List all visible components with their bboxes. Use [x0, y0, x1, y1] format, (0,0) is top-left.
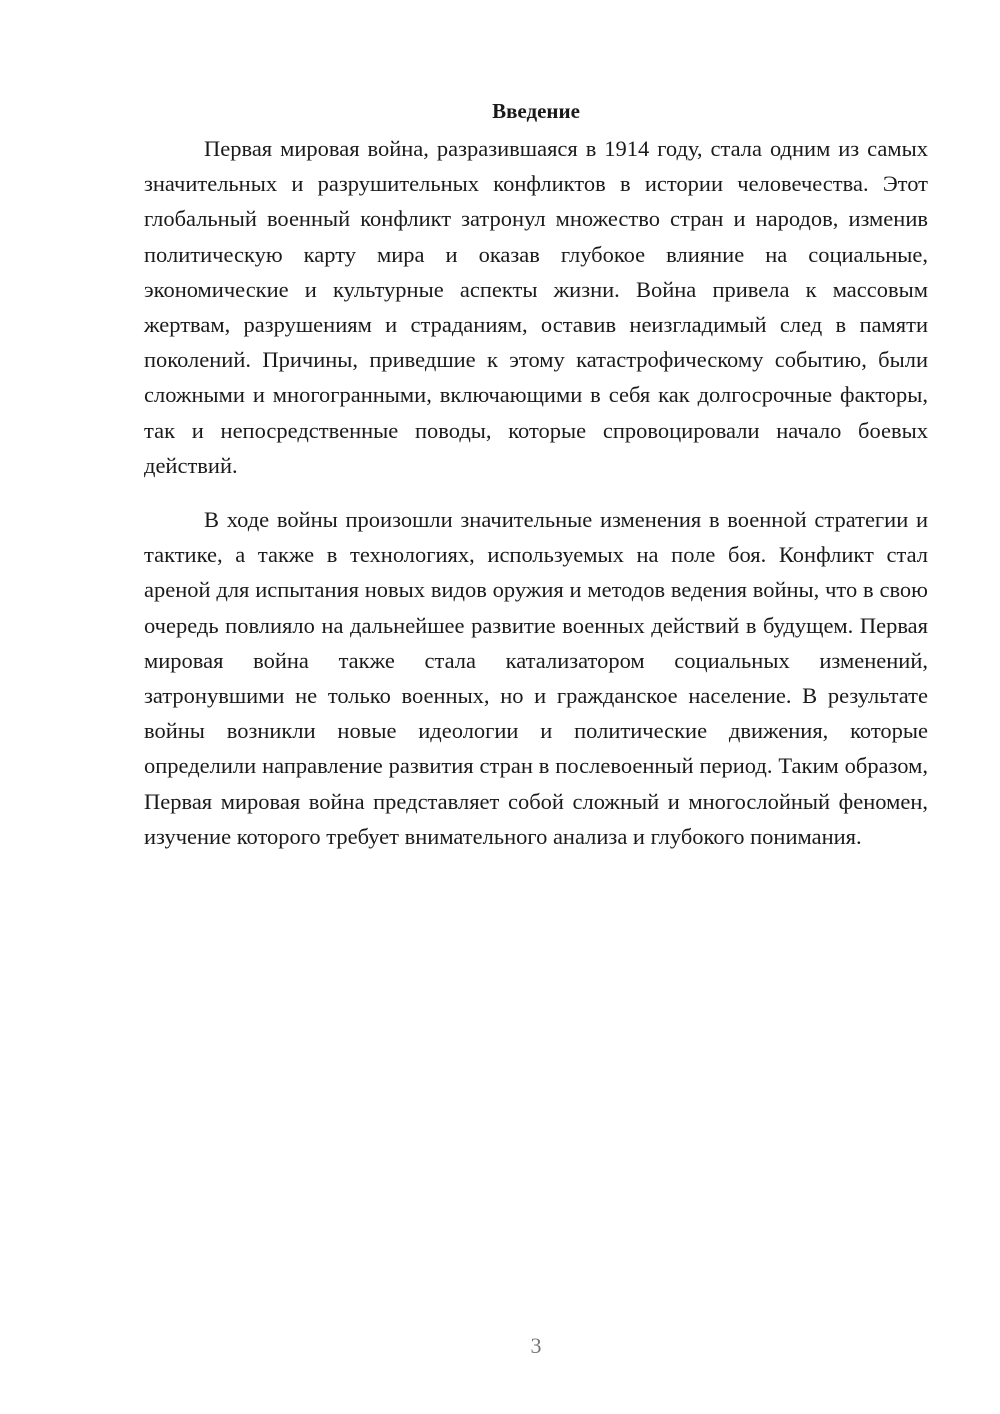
- page-content: [144, 94, 928, 854]
- paragraph-1: Первая мировая война, разразившаяся в 1914 году, стала одним из самых значительных и разрушительных конфликтов в истории человечества. Этот глобальный военный конфликт затронул множество стран и народов, изменив политическую карту мира и оказав глубокое влияние на социальные, экономические и культурные аспекты жизни. Война привела к массовым жертвам, разрушениям и страданиям, оставив неизгладимый след в памяти поколений. Причины, приведшие к этому катастрофическому событию, были сложными и многогранными, включающими в себя как долгосрочные факторы, так и непосредственные поводы, которые спровоцировали начало боевых действий.: [144, 136, 928, 478]
- section-heading: Введение: [492, 99, 580, 123]
- paragraph-2: В ходе войны произошли значительные изменения в военной стратегии и тактике, а также в технологиях, используемых на поле боя. Конфликт стал ареной для испытания новых видов оружия и методов ведения войны, что в свою очередь повлияло на дальнейшее развитие военных действий в будущем. Первая мировая война также стала катализатором социальных изменений, затронувшими не только военных, но и гражданское население. В результате войны возникли новые идеологии и политические движения, которые определили направление развития стран в послевоенный период. Таким образом, Первая мировая война представляет собой сложный и многослойный феномен, изучение которого требует внимательного анализа и глубокого понимания.: [144, 507, 928, 849]
- page-number: 3: [530, 1333, 542, 1358]
